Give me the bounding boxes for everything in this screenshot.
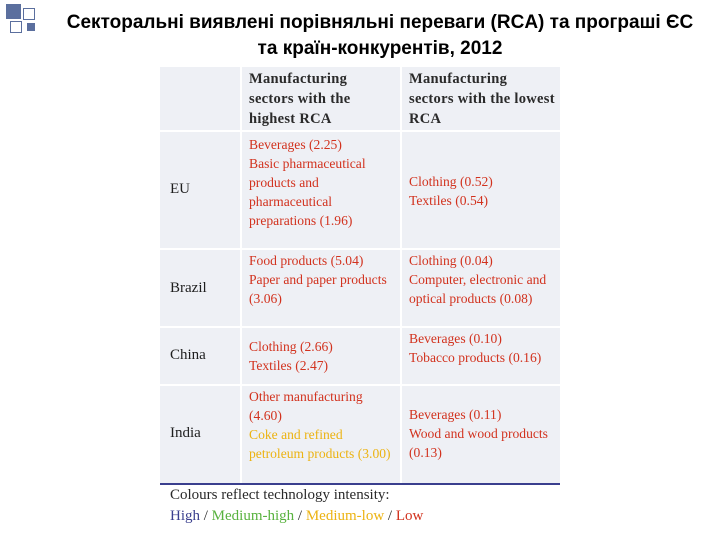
- india-lowest-cell: [409, 405, 555, 462]
- legend-separator: /: [384, 508, 396, 524]
- sector-entry: Food products (5.04): [249, 253, 364, 268]
- sector-entry: Clothing (0.52): [409, 174, 493, 189]
- logo-square-2: [23, 8, 35, 20]
- legend-low: Low: [395, 508, 424, 524]
- col-divider: [240, 67, 242, 485]
- china-highest-cell: [249, 337, 395, 375]
- sector-entry: Wood and wood products (0.13): [409, 426, 548, 460]
- bullet-squares-logo: [6, 4, 46, 40]
- rca-table: [160, 67, 560, 485]
- brazil-lowest-cell: [409, 251, 555, 308]
- legend-high: High: [170, 508, 200, 524]
- sector-entry: Textiles (2.47): [249, 358, 329, 373]
- india-highest-cell: [249, 387, 395, 463]
- logo-square-4: [27, 23, 35, 31]
- sector-entry: Paper and paper products (3.06): [249, 272, 387, 306]
- sector-entry: Computer, electronic and optical products (0.08): [409, 272, 547, 306]
- country-brazil: Brazil: [170, 280, 207, 296]
- sector-entry: Beverages (0.10): [409, 331, 502, 346]
- slide-title: Секторальні виявлені порівняльні переваги (RCA) та програші ЄС та країн-конкурентів, 2012: [66, 12, 694, 59]
- sector-entry: Beverages (0.11): [409, 407, 502, 422]
- sector-entry: Coke and refined petroleum products (3.00): [249, 427, 391, 461]
- legend-title: Colours reflect technology intensity:: [170, 487, 390, 503]
- sector-entry: Other manufacturing (4.60): [249, 389, 363, 423]
- country-china: China: [170, 347, 206, 363]
- header-highest-rca: Manufacturing sectors with the highest RCA: [249, 71, 351, 127]
- legend-separator: /: [200, 508, 212, 524]
- legend-medium-low: Medium-low: [305, 508, 385, 524]
- row-divider: [160, 326, 560, 328]
- sector-entry: Beverages (2.25): [249, 137, 342, 152]
- sector-entry: Clothing (2.66): [249, 339, 333, 354]
- sector-entry: Clothing (0.04): [409, 253, 493, 268]
- country-eu: EU: [170, 181, 190, 197]
- china-lowest-cell: [409, 329, 555, 367]
- header-lowest-rca: Manufacturing sectors with the lowest RCA: [409, 71, 555, 127]
- sector-entry: Textiles (0.54): [409, 193, 489, 208]
- logo-square-1: [6, 4, 21, 19]
- eu-lowest-cell: [409, 172, 555, 210]
- legend-separator: /: [294, 508, 306, 524]
- sector-entry: Tobacco products (0.16): [409, 350, 542, 365]
- sector-entry: Basic pharmaceutical products and pharmaceutical preparations (1.96): [249, 156, 366, 228]
- row-divider: [160, 130, 560, 132]
- logo-square-3: [10, 21, 22, 33]
- col-divider: [400, 67, 402, 485]
- legend-items: [170, 506, 423, 526]
- eu-highest-cell: [249, 135, 395, 230]
- row-divider: [160, 248, 560, 250]
- row-divider: [160, 384, 560, 386]
- brazil-highest-cell: [249, 251, 395, 308]
- technology-intensity-legend: [160, 483, 562, 529]
- country-india: India: [170, 425, 201, 441]
- legend-medium-high: Medium-high: [211, 508, 295, 524]
